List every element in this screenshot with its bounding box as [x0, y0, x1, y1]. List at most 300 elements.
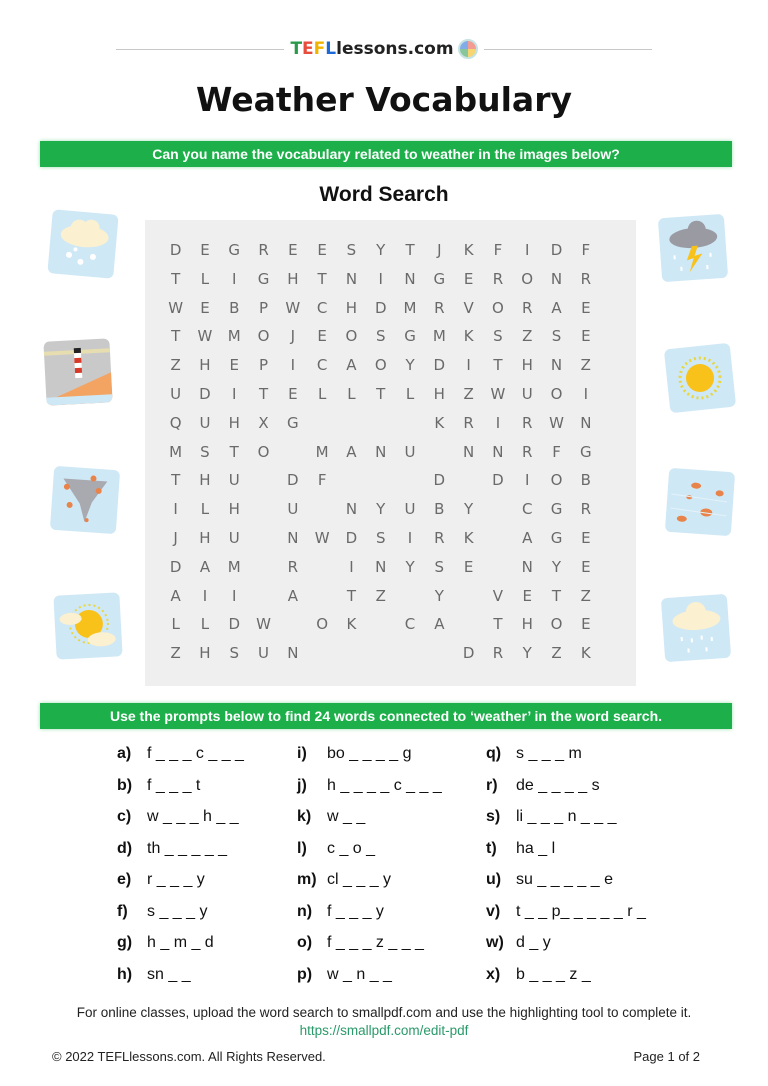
clue-label: r): [486, 776, 498, 794]
grid-letter: [454, 582, 483, 611]
clue-item: [297, 745, 486, 777]
grid-letter: O: [550, 471, 563, 490]
grid-letter: [395, 466, 424, 495]
grid-letter: I: [349, 557, 354, 576]
grid-letter: [483, 495, 512, 524]
grid-letter: U: [199, 413, 211, 432]
grid-letter: I: [232, 586, 237, 605]
grid-letter: O: [521, 269, 534, 288]
grid-letter: Y: [434, 586, 444, 605]
grid-letter: U: [228, 528, 240, 547]
page-number: Page 1 of 2: [633, 1049, 700, 1064]
clue-text: su _ _ _ _ _ e: [516, 871, 613, 888]
grid-letter: O: [374, 356, 387, 375]
grid-letter: G: [257, 269, 270, 288]
grid-letter: Y: [376, 500, 386, 519]
grid-letter: U: [404, 442, 416, 461]
grid-letter: E: [463, 557, 474, 576]
clue-label: s): [486, 808, 501, 825]
clue-text: w _ _: [327, 808, 366, 825]
grid-letter: L: [171, 615, 180, 634]
grid-letter: N: [345, 500, 358, 519]
grid-letter: R: [580, 500, 592, 519]
grid-letter: F: [552, 442, 561, 461]
clue-text: t _ _ p_ _ _ _ _ r _: [516, 902, 646, 920]
grid-letter: F: [317, 471, 327, 490]
grid-letter: B: [229, 298, 240, 317]
rain-cloud-icon: [661, 594, 731, 662]
logo-letter: E: [302, 39, 314, 59]
grid-letter: O: [345, 327, 358, 346]
grid-letter: Y: [405, 557, 415, 576]
clue-item: [486, 745, 666, 777]
grid-letter: H: [199, 644, 211, 663]
clue-text: h _ _ _ _ c _ _ _: [327, 776, 442, 794]
clue-label: m): [297, 871, 317, 888]
clue-label: a): [117, 745, 132, 762]
grid-letter: O: [492, 298, 504, 317]
grid-letter: H: [199, 471, 211, 490]
grid-letter: [454, 466, 483, 495]
divider: [116, 49, 284, 50]
clue-label: n): [297, 902, 313, 920]
grid-letter: U: [258, 644, 270, 663]
grid-letter: Y: [376, 241, 386, 259]
clue-text: w _ _ _ h _ _: [147, 808, 239, 825]
grid-letter: E: [581, 557, 591, 576]
grid-letter: [425, 639, 454, 668]
grid-letter: G: [550, 500, 563, 519]
clue-item: [117, 777, 297, 809]
grid-letter: O: [257, 327, 270, 346]
grid-letter: K: [463, 241, 474, 259]
grid-letter: Z: [463, 384, 474, 403]
grid-letter: R: [258, 241, 269, 259]
grid-letter: N: [345, 269, 358, 288]
grid-letter: I: [232, 269, 237, 288]
grid-letter: C: [521, 500, 533, 519]
grid-letter: I: [407, 528, 413, 547]
instruction-banner-bottom: Use the prompts below to find 24 words connected to ‘weather’ in the word search.: [40, 703, 732, 729]
grid-letter: Y: [464, 500, 474, 519]
grid-letter: Z: [375, 586, 386, 605]
grid-letter: G: [579, 442, 592, 461]
copyright: © 2022 TEFLlessons.com. All Rights Reserved.: [52, 1049, 326, 1064]
grid-letter: [307, 409, 336, 438]
sun-behind-clouds-icon: [53, 592, 122, 659]
grid-letter: I: [583, 384, 589, 403]
grid-letter: T: [405, 241, 415, 259]
clue-label: g): [117, 934, 133, 951]
grid-letter: U: [404, 500, 416, 519]
grid-letter: S: [229, 644, 239, 663]
grid-letter: I: [495, 413, 501, 432]
grid-letter: F: [493, 241, 503, 259]
grid-letter: V: [492, 586, 504, 605]
grid-letter: [483, 553, 512, 582]
logo-header: [116, 36, 652, 62]
site-logo: [284, 39, 483, 59]
grid-letter: D: [169, 557, 182, 576]
clue-item: [117, 745, 297, 777]
footer-note: For online classes, upload the word search to smallpdf.com and use the highlighting tool to complete it.: [76, 1005, 692, 1020]
grid-letter: Y: [522, 644, 532, 663]
grid-letter: A: [551, 298, 562, 317]
clue-label: t): [486, 839, 497, 857]
grid-letter: T: [493, 615, 503, 634]
grid-letter: [366, 409, 395, 438]
grid-letter: M: [169, 442, 183, 461]
grid-letter: R: [287, 557, 299, 576]
clue-item: [297, 840, 486, 872]
grid-letter: [483, 524, 512, 553]
grid-letter: T: [317, 269, 327, 288]
grid-letter: E: [288, 384, 298, 403]
grid-letter: F: [581, 241, 591, 259]
logo-letter: L: [325, 39, 337, 59]
grid-letter: J: [437, 241, 442, 259]
clue-label: q): [486, 745, 502, 762]
grid-letter: P: [259, 298, 269, 317]
grid-letter: E: [317, 241, 327, 259]
clue-item: [486, 808, 666, 840]
grid-letter: [395, 582, 424, 611]
clue-item: [117, 808, 297, 840]
clue-label: c): [117, 808, 132, 825]
grid-letter: A: [346, 442, 357, 461]
grid-letter: I: [290, 356, 296, 375]
grid-letter: E: [288, 241, 298, 259]
grid-letter: K: [346, 615, 357, 634]
grid-letter: [337, 409, 366, 438]
grid-letter: Z: [580, 356, 591, 375]
grid-letter: [337, 639, 366, 668]
clue-label: p): [297, 965, 313, 983]
clue-text: bo _ _ _ _ g: [327, 745, 412, 762]
grid-letter: A: [522, 528, 533, 547]
grid-letter: H: [199, 356, 211, 375]
clue-item: [297, 934, 486, 966]
grid-letter: I: [173, 500, 178, 519]
clue-text: cl _ _ _ y: [327, 871, 392, 888]
grid-letter: D: [462, 644, 475, 663]
grid-letter: J: [173, 528, 178, 547]
grid-letter: E: [229, 356, 239, 375]
grid-letter: N: [404, 269, 416, 288]
grid-letter: S: [375, 327, 386, 346]
clue-label: w): [486, 934, 504, 951]
grid-letter: [249, 524, 278, 553]
grid-letter: A: [199, 557, 211, 576]
grid-letter: I: [524, 241, 530, 259]
grid-letter: W: [285, 298, 301, 317]
grid-letter: H: [521, 356, 533, 375]
grid-letter: E: [463, 269, 474, 288]
grid-letter: X: [258, 413, 269, 432]
grid-letter: R: [492, 644, 504, 663]
grid-letter: S: [551, 327, 562, 346]
grid-letter: N: [287, 528, 299, 547]
grid-letter: W: [549, 413, 564, 432]
grid-letter: E: [581, 298, 591, 317]
grid-letter: D: [374, 298, 387, 317]
grid-letter: T: [171, 471, 181, 490]
logo-letter: T: [290, 39, 303, 59]
grid-letter: R: [434, 298, 445, 317]
grid-letter: R: [521, 442, 533, 461]
grid-letter: R: [434, 528, 445, 547]
grid-letter: I: [524, 471, 530, 490]
section-title: Word Search: [319, 183, 449, 206]
grid-letter: O: [257, 442, 270, 461]
clue-label: h): [117, 965, 133, 983]
grid-letter: V: [463, 298, 474, 317]
grid-letter: E: [200, 241, 210, 259]
clue-text: li _ _ _ n _ _ _: [516, 808, 617, 825]
grid-letter: W: [490, 384, 506, 403]
divider: [484, 49, 652, 50]
grid-letter: R: [521, 298, 533, 317]
smallpdf-link[interactable]: https://smallpdf.com/edit-pdf: [299, 1023, 469, 1038]
grid-letter: G: [433, 269, 446, 288]
letter-grid: [161, 236, 600, 668]
clue-text: sn _ _: [147, 965, 191, 983]
grid-letter: A: [287, 586, 298, 605]
snowy-cloud-icon: [47, 209, 118, 279]
grid-letter: S: [493, 327, 503, 346]
grid-letter: Q: [169, 413, 182, 432]
clue-item: [486, 903, 666, 935]
clue-label: f): [117, 902, 128, 920]
grid-letter: I: [466, 356, 471, 375]
clue-text: s _ _ _ m: [516, 745, 582, 762]
thunderstorm-icon: [658, 214, 728, 282]
grid-letter: S: [375, 528, 386, 547]
page-title: Weather Vocabulary: [195, 80, 572, 119]
grid-letter: O: [316, 615, 329, 634]
grid-letter: [307, 495, 336, 524]
grid-letter: C: [404, 615, 416, 634]
windy-leaves-icon: [665, 468, 735, 536]
grid-letter: [307, 582, 336, 611]
clue-item: [117, 903, 297, 935]
grid-letter: H: [287, 269, 299, 288]
grid-letter: [249, 495, 278, 524]
grid-letter: L: [317, 384, 327, 403]
word-search-grid: [145, 220, 636, 686]
grid-letter: E: [581, 528, 591, 547]
clue-text: f _ _ _ t: [147, 776, 201, 794]
grid-letter: B: [434, 500, 445, 519]
grid-letter: G: [228, 241, 241, 259]
clue-item: [486, 777, 666, 809]
grid-letter: H: [228, 500, 240, 519]
grid-letter: [395, 639, 424, 668]
clue-item: [486, 966, 666, 998]
clue-text: r _ _ _ y: [147, 871, 205, 888]
grid-letter: U: [170, 384, 182, 403]
grid-letter: [307, 639, 336, 668]
grid-letter: [307, 553, 336, 582]
clue-text: ha _ l: [516, 839, 556, 857]
grid-letter: H: [433, 384, 445, 403]
grid-letter: L: [200, 269, 210, 288]
clue-label: o): [297, 934, 313, 951]
clue-item: [486, 871, 666, 903]
clue-item: [297, 808, 486, 840]
grid-letter: S: [200, 442, 210, 461]
grid-letter: K: [463, 528, 474, 547]
grid-letter: O: [550, 384, 563, 403]
clue-label: i): [297, 745, 307, 762]
clue-text: b _ _ _ z _: [516, 965, 591, 983]
clue-item: [297, 903, 486, 935]
grid-letter: K: [580, 644, 591, 663]
grid-letter: U: [287, 500, 299, 519]
grid-letter: E: [317, 327, 327, 346]
grid-letter: D: [228, 615, 241, 634]
grid-letter: H: [199, 528, 211, 547]
grid-letter: W: [197, 327, 213, 346]
clue-text: f _ _ _ y: [327, 902, 384, 920]
grid-letter: R: [580, 269, 592, 288]
grid-letter: D: [345, 528, 358, 547]
grid-letter: H: [228, 413, 240, 432]
grid-letter: W: [256, 615, 271, 634]
clue-text: c _ o _: [327, 839, 376, 857]
grid-letter: [366, 610, 395, 639]
grid-letter: E: [581, 327, 591, 346]
grid-letter: T: [346, 586, 357, 605]
grid-letter: M: [432, 327, 446, 346]
grid-letter: N: [375, 442, 387, 461]
grid-letter: Z: [170, 356, 181, 375]
grid-letter: Z: [551, 644, 562, 663]
tornado-icon: [50, 466, 120, 534]
grid-letter: Z: [580, 586, 591, 605]
clue-label: k): [297, 808, 312, 825]
grid-letter: A: [434, 615, 445, 634]
grid-letter: G: [287, 413, 299, 432]
clue-text: f _ _ _ z _ _ _: [327, 934, 424, 951]
clue-item: [486, 934, 666, 966]
grid-letter: N: [550, 356, 563, 375]
grid-letter: H: [345, 298, 358, 317]
grid-letter: U: [228, 471, 240, 490]
grid-letter: G: [550, 528, 563, 547]
grid-letter: W: [314, 528, 330, 547]
grid-letter: [249, 466, 278, 495]
grid-letter: K: [434, 413, 445, 432]
grid-letter: T: [171, 327, 181, 346]
clue-item: [297, 871, 486, 903]
clue-label: e): [117, 871, 132, 888]
grid-letter: C: [316, 298, 328, 317]
grid-letter: S: [346, 241, 357, 259]
grid-letter: I: [378, 269, 383, 288]
grid-letter: N: [580, 413, 592, 432]
grid-letter: M: [403, 298, 417, 317]
clue-label: l): [297, 839, 307, 857]
grid-letter: D: [199, 384, 211, 403]
grid-letter: P: [259, 356, 269, 375]
grid-letter: I: [202, 586, 208, 605]
grid-letter: D: [492, 471, 504, 490]
grid-letter: N: [463, 442, 475, 461]
grid-letter: [366, 466, 395, 495]
grid-letter: D: [169, 241, 182, 259]
grid-letter: [337, 466, 366, 495]
grid-letter: L: [405, 384, 415, 403]
grid-letter: C: [316, 356, 328, 375]
grid-letter: [278, 610, 307, 639]
grid-letter: T: [493, 356, 503, 375]
grid-letter: S: [434, 557, 445, 576]
clue-item: [117, 966, 297, 998]
clue-label: u): [486, 871, 502, 888]
grid-letter: N: [521, 557, 533, 576]
grid-letter: T: [229, 442, 239, 461]
grid-letter: U: [521, 384, 533, 403]
clue-text: s _ _ _ y: [147, 902, 208, 920]
clue-text: f _ _ _ c _ _ _: [147, 745, 244, 762]
sun-icon: [664, 343, 736, 414]
grid-letter: E: [581, 615, 591, 634]
grid-letter: D: [433, 471, 446, 490]
grid-letter: T: [551, 586, 562, 605]
grid-letter: M: [227, 557, 241, 576]
grid-letter: Z: [170, 644, 181, 663]
grid-letter: [278, 438, 307, 467]
clue-item: [117, 871, 297, 903]
grid-letter: A: [346, 356, 357, 375]
grid-letter: [454, 610, 483, 639]
clue-item: [117, 934, 297, 966]
grid-letter: Y: [405, 356, 415, 375]
grid-letter: N: [550, 269, 563, 288]
grid-letter: O: [550, 615, 563, 634]
instruction-banner-top: Can you name the vocabulary related to weather in the images below?: [40, 141, 732, 167]
grid-letter: Z: [522, 327, 533, 346]
grid-letter: D: [287, 471, 299, 490]
clue-label: j): [297, 776, 307, 794]
grid-letter: M: [315, 442, 329, 461]
grid-letter: [425, 438, 454, 467]
grid-letter: K: [463, 327, 474, 346]
foggy-lighthouse-icon: [43, 338, 112, 405]
grid-letter: N: [287, 644, 299, 663]
clue-label: x): [486, 965, 501, 983]
grid-letter: [249, 582, 278, 611]
globe-icon: [458, 39, 478, 59]
clue-item: [297, 966, 486, 998]
grid-letter: E: [522, 586, 532, 605]
grid-letter: Y: [551, 557, 562, 576]
grid-letter: D: [550, 241, 563, 259]
clue-text: de _ _ _ _ s: [516, 776, 600, 794]
grid-letter: [249, 553, 278, 582]
grid-letter: T: [258, 384, 269, 403]
grid-letter: E: [200, 298, 210, 317]
grid-letter: N: [492, 442, 504, 461]
logo-text: lessons.com: [336, 39, 454, 59]
grid-letter: L: [200, 500, 210, 519]
grid-letter: D: [433, 356, 446, 375]
clue-item: [117, 840, 297, 872]
grid-letter: T: [376, 384, 386, 403]
clue-item: [297, 777, 486, 809]
grid-letter: G: [404, 327, 416, 346]
